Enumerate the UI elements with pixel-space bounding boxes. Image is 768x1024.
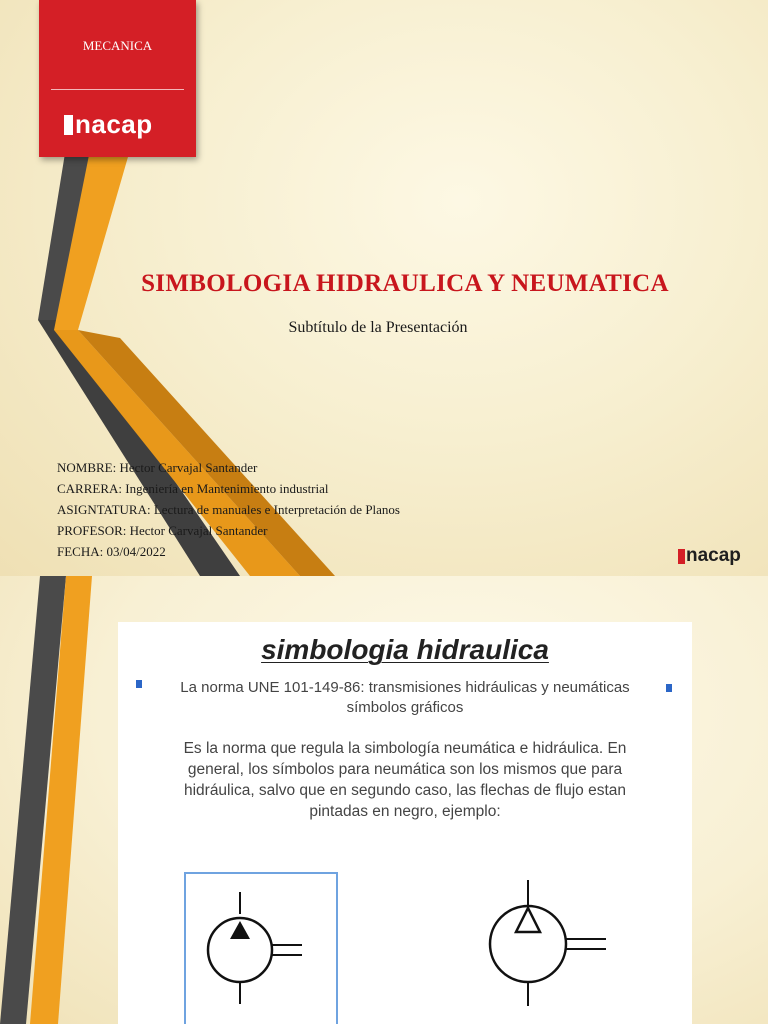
logo-mark-icon bbox=[678, 549, 685, 564]
slide-title: SIMBOLOGIA HIDRAULICA Y NEUMATICA bbox=[141, 270, 669, 297]
info-teacher: PROFESOR: Hector Carvajal Santander bbox=[57, 523, 268, 538]
header-divider bbox=[51, 89, 184, 90]
slide2-heading: simbologia hidraulica bbox=[261, 634, 549, 665]
content-slide bbox=[0, 576, 768, 1024]
inacap-corner-logo bbox=[678, 545, 741, 567]
norma-line-1: La norma UNE 101-149-86: transmisiones hidráulicas y neumáticas bbox=[180, 679, 630, 696]
body-line-1: Es la norma que regula la simbología neumática e hidráulica. En bbox=[183, 740, 627, 757]
student-info bbox=[57, 457, 400, 562]
slide-subtitle: Subtítulo de la Presentación bbox=[288, 319, 468, 336]
description-text bbox=[144, 738, 666, 822]
logo-text: nacap bbox=[75, 109, 153, 139]
corner-logo-text: nacap bbox=[686, 545, 741, 566]
body-line-2: general, los símbolos para neumática son los mismos que para bbox=[187, 761, 623, 778]
norma-text bbox=[138, 678, 672, 718]
info-career: CARRERA: Ingeniería en Mantenimiento industrial bbox=[57, 481, 329, 496]
body-line-4: pintadas en negro, ejemplo: bbox=[309, 803, 501, 820]
career-label: MECANICA bbox=[82, 38, 153, 53]
pneumatic-compressor-icon bbox=[478, 876, 618, 1024]
hydraulic-pump-icon bbox=[198, 884, 328, 1024]
logo-mark-icon bbox=[64, 115, 73, 135]
body-line-3: hidráulica, salvo que en segundo caso, las flechas de flujo estan bbox=[183, 782, 627, 799]
info-date: FECHA: 03/04/2022 bbox=[57, 544, 166, 559]
inacap-logo bbox=[64, 109, 153, 140]
pasted-content-panel bbox=[118, 622, 692, 1024]
norma-line-2: símbolos gráficos bbox=[346, 699, 464, 716]
info-subject: ASIGNTATURA: Lectura de manuales e Interpretación de Planos bbox=[57, 502, 400, 517]
info-name: NOMBRE: Hector Carvajal Santander bbox=[57, 460, 258, 475]
